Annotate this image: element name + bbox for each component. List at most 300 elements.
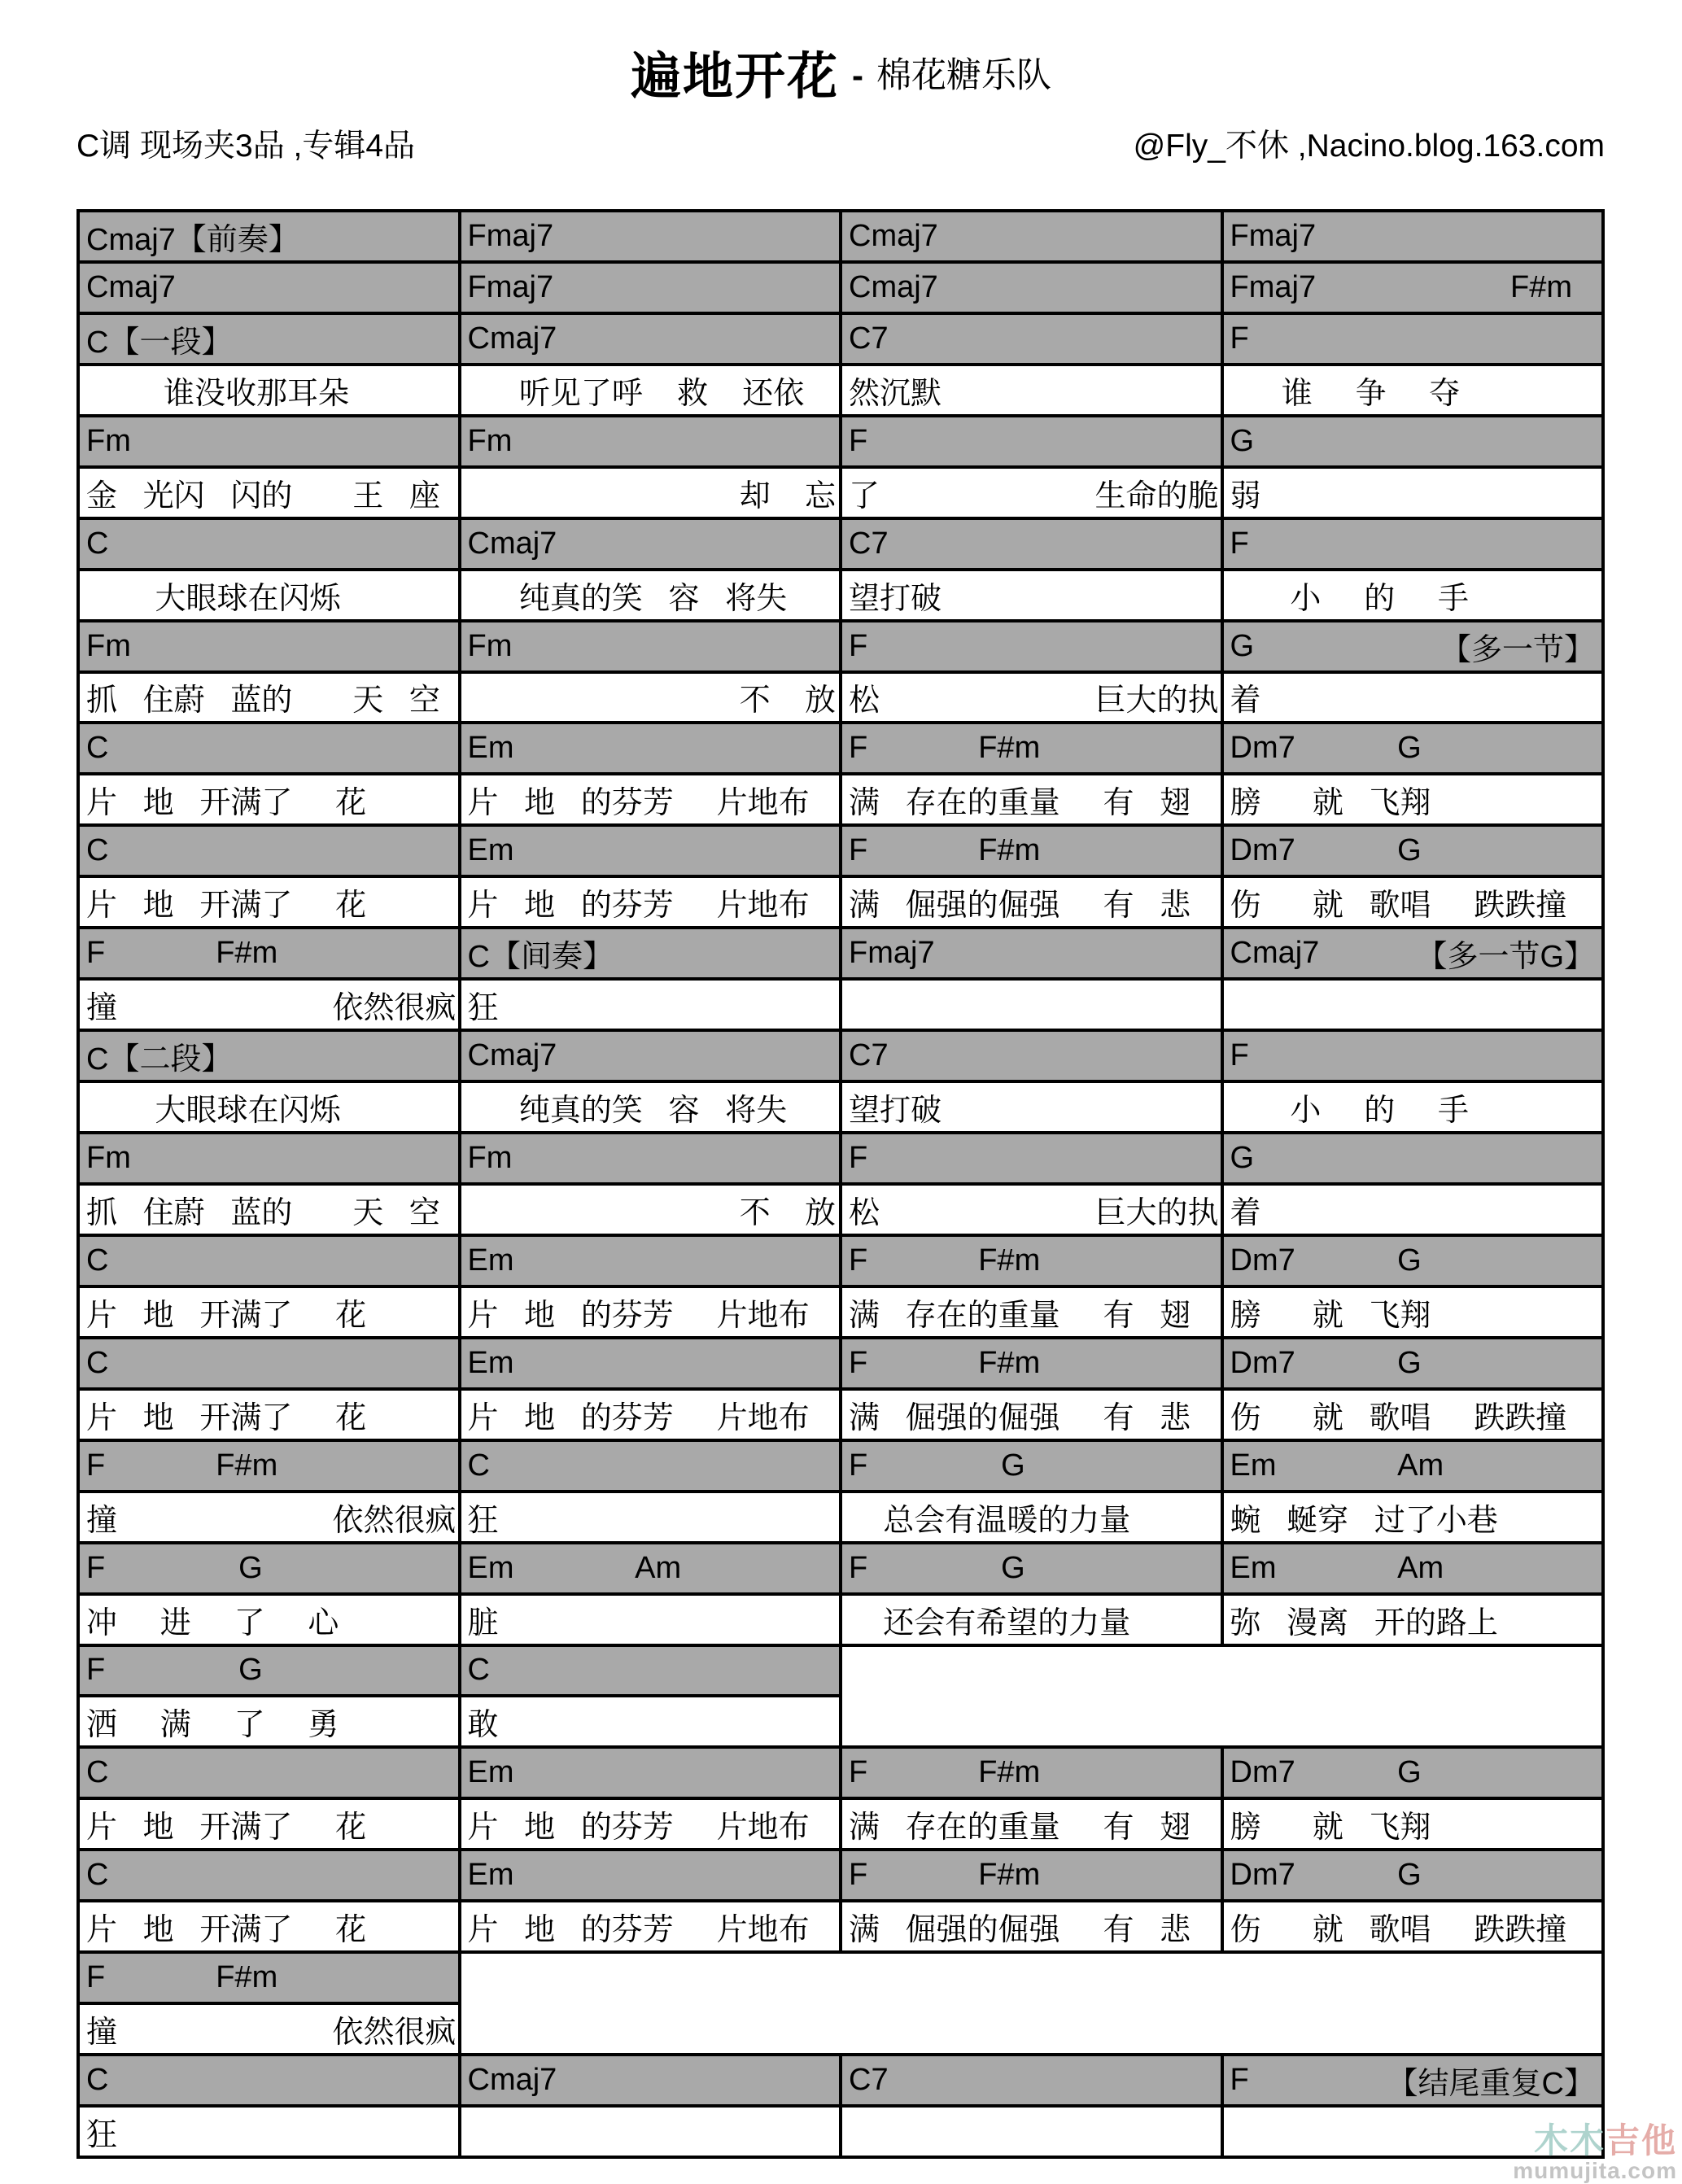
- lyric-text: 满 倔强的倔强 有 悲: [849, 1913, 1191, 1948]
- chord-cell: [460, 211, 841, 262]
- lyric-text: 望打破: [849, 581, 942, 616]
- lyric-text: 依然很疯: [332, 1503, 457, 1538]
- lyric-text: 谁没收那耳朵: [86, 376, 350, 411]
- lyric-cell: [841, 1389, 1222, 1440]
- chord-text: F#m: [978, 1345, 1041, 1380]
- lyric-cell: [78, 467, 460, 518]
- chord-text: F: [849, 1345, 868, 1380]
- chord-text: F#m: [978, 731, 1041, 766]
- chord-text: F: [849, 628, 868, 663]
- lyric-cell: [841, 1594, 1222, 1645]
- chord-cell: [78, 1850, 460, 1901]
- lyric-text: 抓 住蔚 蓝的 天 空: [86, 684, 440, 719]
- chord-text: F: [849, 1550, 868, 1585]
- chord-text: C【一段】: [86, 325, 233, 360]
- merged-empty-cell: [460, 1952, 1604, 2055]
- lyric-cell: [841, 774, 1222, 825]
- lyric-text: 总会有温暖的力量: [849, 1503, 1131, 1538]
- chord-text: G: [1230, 1141, 1255, 1176]
- lyric-cell: [1222, 876, 1604, 928]
- chord-text: C: [86, 1755, 109, 1790]
- lyric-text: 撞: [86, 991, 118, 1026]
- lyric-cell: [78, 774, 460, 825]
- chord-cell: [841, 1543, 1222, 1594]
- chord-text: G: [1397, 1243, 1422, 1278]
- chord-text: Cmaj7: [467, 321, 557, 356]
- chord-text: Cmaj7: [467, 2063, 557, 2098]
- lyric-cell: [460, 1696, 841, 1747]
- lyric-text: 膀 就 飞翔: [1230, 1811, 1431, 1845]
- lyric-cell: [460, 2106, 841, 2157]
- chord-text: F: [849, 1755, 868, 1790]
- merged-empty-cell: [841, 1645, 1603, 1748]
- chord-text: G: [1397, 731, 1422, 766]
- chord-text: F: [849, 1858, 868, 1893]
- lyric-cell: [841, 570, 1222, 621]
- chord-text: Cmaj7: [467, 1038, 557, 1073]
- chord-text: Em: [1230, 1448, 1277, 1483]
- lyric-cell: [78, 1184, 460, 1235]
- lyric-text: 生命的脆: [1094, 478, 1219, 513]
- chord-cell: [460, 1338, 841, 1389]
- lyric-text: 伤 就 歌唱 跌跌撞: [1230, 1913, 1567, 1948]
- lyric-text: 狂: [467, 991, 499, 1026]
- chord-annotation: 【多一节G】: [1416, 940, 1595, 975]
- lyric-text: 片 地 开满了 花: [86, 1913, 367, 1948]
- chord-text: Em: [467, 1858, 514, 1893]
- chord-cell: [1222, 1030, 1604, 1081]
- chord-cell: [1222, 313, 1604, 365]
- lyric-text: 片 地 开满了 花: [86, 1811, 367, 1845]
- lyric-text: 片 地 的芬芳 片地布: [467, 1400, 810, 1435]
- chord-cell: [1222, 262, 1604, 313]
- lyric-text: 片 地 的芬芳 片地布: [467, 786, 810, 821]
- chord-text: F: [1230, 1038, 1249, 1073]
- lyric-text: 弱: [1230, 478, 1261, 513]
- lyric-text: 还会有希望的力量: [849, 1605, 1131, 1640]
- lyric-text: 望打破: [849, 1094, 942, 1129]
- chord-text: F: [849, 833, 868, 868]
- chord-text: Em: [467, 731, 514, 766]
- chord-cell: [841, 262, 1222, 313]
- key-info: C调 现场夹3品 ,专辑4品: [76, 129, 416, 164]
- lyric-text: 片 地 开满了 花: [86, 889, 367, 924]
- chord-cell: [841, 1338, 1222, 1389]
- chord-text: Cmaj7: [849, 269, 938, 304]
- chord-cell: [1222, 518, 1604, 570]
- lyric-text: 纯真的笑 容 将失: [467, 1094, 788, 1129]
- lyric-cell: [78, 1696, 460, 1747]
- lyric-text: 敢: [467, 1708, 499, 1743]
- lyric-cell: [460, 876, 841, 928]
- chord-cell: [78, 313, 460, 365]
- chord-text: C【间奏】: [467, 940, 614, 975]
- lyric-cell: [78, 1901, 460, 1952]
- lyric-text: 着: [1230, 684, 1261, 719]
- lyric-cell: [841, 467, 1222, 518]
- chord-text: C: [86, 2063, 109, 2098]
- chord-cell: [78, 416, 460, 467]
- lyric-cell: [1222, 1389, 1604, 1440]
- chord-text: F#m: [216, 936, 278, 971]
- lyric-text: 片 地 开满了 花: [86, 786, 367, 821]
- chord-cell: [1222, 416, 1604, 467]
- watermark-brand-part1: 木木: [1533, 2121, 1606, 2160]
- chord-cell: [841, 1133, 1222, 1184]
- chord-text: Am: [1397, 1448, 1444, 1483]
- chord-text: C7: [849, 321, 889, 356]
- lyric-text: 伤 就 歌唱 跌跌撞: [1230, 1400, 1567, 1435]
- lyric-text: 蜿 蜒穿 过了小巷: [1230, 1503, 1498, 1538]
- chord-text: Dm7: [1230, 1243, 1295, 1278]
- chord-text: Cmaj7: [467, 526, 557, 561]
- chord-text: Fm: [86, 628, 131, 663]
- lyric-cell: [78, 1389, 460, 1440]
- lyric-text: 撞: [86, 2016, 118, 2051]
- chord-cell: [841, 313, 1222, 365]
- lyric-cell: [78, 570, 460, 621]
- chord-text: F: [1230, 526, 1249, 561]
- chord-text: F: [86, 1550, 106, 1585]
- lyric-text: 伤 就 歌唱 跌跌撞: [1230, 889, 1567, 924]
- chord-text: F: [86, 1653, 106, 1688]
- chord-text: Fm: [86, 1141, 131, 1176]
- lyric-cell: [841, 1184, 1222, 1235]
- chord-text: Em: [467, 1550, 514, 1585]
- lyric-cell: [841, 672, 1222, 723]
- lyric-text: 不 放: [739, 684, 836, 719]
- lyric-cell: [78, 2106, 460, 2157]
- chord-text: Em: [467, 833, 514, 868]
- chord-text: F: [1230, 321, 1249, 356]
- chord-cell: [78, 1235, 460, 1286]
- chord-cell: [78, 518, 460, 570]
- chord-cell: [460, 262, 841, 313]
- chord-text: C: [86, 1858, 109, 1893]
- chord-cell: [460, 1747, 841, 1798]
- lyric-cell: [460, 1389, 841, 1440]
- chord-cell: [78, 2055, 460, 2106]
- chord-cell: [841, 416, 1222, 467]
- lyric-cell: [1222, 774, 1604, 825]
- chord-text: G: [1397, 1858, 1422, 1893]
- chord-cell: [841, 518, 1222, 570]
- chord-cell: [841, 1747, 1222, 1798]
- lyric-cell: [1222, 672, 1604, 723]
- lyric-cell: [841, 876, 1222, 928]
- lyric-cell: [78, 1492, 460, 1543]
- lyric-cell: [78, 979, 460, 1030]
- lyric-cell: [460, 365, 841, 416]
- chord-cell: [460, 518, 841, 570]
- chord-text: F: [849, 1141, 868, 1176]
- lyric-cell: [460, 1901, 841, 1952]
- chord-cell: [78, 928, 460, 979]
- chord-cell: [78, 825, 460, 876]
- chord-cell: [78, 1952, 460, 2003]
- chord-text: Em: [467, 1755, 514, 1790]
- chord-text: Fmaj7: [1230, 218, 1317, 253]
- lyric-text: 巨大的执: [1094, 684, 1219, 719]
- chord-text: Cmaj7: [849, 218, 938, 253]
- chord-text: Fmaj7: [849, 936, 935, 971]
- chord-cell: [1222, 928, 1604, 979]
- lyric-text: 大眼球在闪烁: [86, 581, 341, 616]
- watermark: [1513, 2121, 1677, 2183]
- chord-text: Cmaj7: [86, 269, 176, 304]
- chord-text: C7: [849, 526, 889, 561]
- chord-cell: [460, 1440, 841, 1492]
- lyric-text: 依然很疯: [332, 991, 457, 1026]
- lyric-cell: [1222, 365, 1604, 416]
- lyric-text: 满 存在的重量 有 翅: [849, 786, 1191, 821]
- lyric-cell: [460, 467, 841, 518]
- lyric-cell: [1222, 1594, 1604, 1645]
- lyric-text: 松: [849, 1195, 880, 1230]
- lyric-cell: [1222, 570, 1604, 621]
- chord-cell: [78, 1645, 460, 1697]
- chord-cell: [1222, 1850, 1604, 1901]
- lyric-text: 巨大的执: [1094, 1195, 1219, 1230]
- chord-cell: [460, 1850, 841, 1901]
- lyric-text: 依然很疯: [332, 2016, 457, 2051]
- chord-cell: [841, 1235, 1222, 1286]
- chord-text: F: [86, 1448, 106, 1483]
- chord-cell: [460, 1133, 841, 1184]
- chord-cell: [78, 723, 460, 774]
- chord-cell: [78, 1030, 460, 1081]
- lyric-cell: [841, 1286, 1222, 1338]
- chord-annotation: 【结尾重复C】: [1387, 2067, 1595, 2102]
- chord-text: Fm: [467, 628, 513, 663]
- chord-cell: [1222, 723, 1604, 774]
- lyric-text: 然沉默: [849, 376, 942, 411]
- chord-cell: [1222, 2055, 1604, 2106]
- lyric-cell: [460, 672, 841, 723]
- chord-text: F#m: [978, 1755, 1041, 1790]
- watermark-site: mumujita.com: [1513, 2158, 1677, 2183]
- chord-cell: [460, 1030, 841, 1081]
- lyric-cell: [460, 774, 841, 825]
- chord-text: F: [849, 423, 868, 458]
- lyric-text: 膀 就 飞翔: [1230, 1298, 1431, 1333]
- chord-text: Fm: [86, 423, 131, 458]
- lyric-text: 听见了呼 救 还依: [467, 376, 805, 411]
- lyric-text: 片 地 开满了 花: [86, 1400, 367, 1435]
- chord-cell: [460, 2055, 841, 2106]
- chord-cell: [1222, 1543, 1604, 1594]
- chord-text: Dm7: [1230, 1755, 1295, 1790]
- chord-cell: [1222, 621, 1604, 672]
- lyric-cell: [460, 1798, 841, 1850]
- chord-cell: [841, 1850, 1222, 1901]
- chord-cell: [841, 2055, 1222, 2106]
- chord-cell: [78, 1440, 460, 1492]
- lyric-text: 大眼球在闪烁: [86, 1094, 341, 1129]
- chord-text: C: [86, 1243, 109, 1278]
- chord-text: Fmaj7: [467, 218, 554, 253]
- lyric-text: 狂: [86, 2118, 118, 2153]
- title-separator: -: [852, 56, 863, 94]
- chord-cell: [841, 211, 1222, 262]
- chord-cell: [841, 1440, 1222, 1492]
- chord-text: G: [1230, 628, 1255, 663]
- chord-text: F: [849, 731, 868, 766]
- chord-text: G: [1397, 833, 1422, 868]
- chord-cell: [78, 1338, 460, 1389]
- lyric-text: 纯真的笑 容 将失: [467, 581, 788, 616]
- chord-text: G: [1001, 1550, 1025, 1585]
- lyric-text: 抓 住蔚 蓝的 天 空: [86, 1195, 440, 1230]
- lyric-cell: [78, 1081, 460, 1133]
- lyric-text: 满 存在的重量 有 翅: [849, 1811, 1191, 1845]
- chord-text: C: [86, 526, 109, 561]
- chord-cell: [78, 1133, 460, 1184]
- watermark-brand: [1513, 2121, 1677, 2160]
- chord-text: Em: [1230, 1550, 1277, 1585]
- lyric-text: 小 的 手: [1230, 581, 1469, 616]
- chord-cell: [460, 313, 841, 365]
- lyric-text: 不 放: [739, 1195, 836, 1230]
- chord-cell: [460, 1543, 841, 1594]
- lyric-cell: [1222, 979, 1604, 1030]
- chord-cell: [460, 1235, 841, 1286]
- chord-text: F: [1230, 2063, 1249, 2098]
- chord-text: C: [467, 1653, 490, 1688]
- chord-cell: [1222, 1440, 1604, 1492]
- chord-sheet-table: [76, 209, 1605, 2159]
- lyric-cell: [1222, 1184, 1604, 1235]
- lyric-text: 冲 进 了 心: [86, 1605, 339, 1640]
- chord-cell: [78, 1747, 460, 1798]
- chord-text: F#m: [216, 1960, 278, 1995]
- chord-text: Cmaj7: [1230, 936, 1320, 971]
- lyric-cell: [841, 1901, 1222, 1952]
- lyric-cell: [460, 979, 841, 1030]
- chord-text: Dm7: [1230, 833, 1295, 868]
- chord-cell: [460, 621, 841, 672]
- lyric-cell: [1222, 467, 1604, 518]
- lyric-text: 金 光闪 闪的 王 座: [86, 478, 440, 513]
- lyric-cell: [78, 2003, 460, 2055]
- chord-cell: [1222, 825, 1604, 876]
- lyric-text: 片 地 的芬芳 片地布: [467, 1811, 810, 1845]
- chord-text: Fm: [467, 423, 513, 458]
- chord-text: Dm7: [1230, 1345, 1295, 1380]
- lyric-cell: [1222, 1081, 1604, 1133]
- lyric-cell: [78, 1286, 460, 1338]
- lyric-cell: [841, 1081, 1222, 1133]
- chord-cell: [460, 723, 841, 774]
- chord-text: Fmaj7: [1230, 269, 1317, 304]
- chord-annotation: F#m: [1510, 269, 1572, 304]
- chord-annotation: 【多一节】: [1440, 632, 1595, 667]
- chord-text: Dm7: [1230, 731, 1295, 766]
- chord-cell: [841, 1030, 1222, 1081]
- lyric-text: 满 倔强的倔强 有 悲: [849, 889, 1191, 924]
- lyric-cell: [78, 1798, 460, 1850]
- chord-text: G: [1397, 1755, 1422, 1790]
- lyric-text: 洒 满 了 勇: [86, 1708, 339, 1743]
- chord-text: C7: [849, 2063, 889, 2098]
- lyric-text: 狂: [467, 1503, 499, 1538]
- lyric-cell: [460, 1492, 841, 1543]
- chord-text: F#m: [978, 1858, 1041, 1893]
- lyric-text: 满 倔强的倔强 有 悲: [849, 1400, 1191, 1435]
- lyric-text: 片 地 开满了 花: [86, 1298, 367, 1333]
- chord-text: G: [1001, 1448, 1025, 1483]
- chord-cell: [78, 1543, 460, 1594]
- chord-text: C: [86, 1345, 109, 1380]
- lyric-cell: [460, 570, 841, 621]
- lyric-cell: [78, 365, 460, 416]
- chord-cell: [841, 621, 1222, 672]
- chord-text: F#m: [978, 833, 1041, 868]
- lyric-text: 脏: [467, 1605, 499, 1640]
- chord-text: Cmaj7【前奏】: [86, 222, 299, 257]
- lyric-cell: [460, 1594, 841, 1645]
- lyric-text: 满 存在的重量 有 翅: [849, 1298, 1191, 1333]
- artist-name: 棉花糖乐队: [876, 56, 1051, 95]
- chord-cell: [1222, 211, 1604, 262]
- chord-cell: [78, 262, 460, 313]
- chord-text: F: [849, 1243, 868, 1278]
- chord-text: G: [1397, 1345, 1422, 1380]
- chord-cell: [78, 621, 460, 672]
- chord-text: F#m: [978, 1243, 1041, 1278]
- chord-text: C: [86, 833, 109, 868]
- chord-cell: [841, 825, 1222, 876]
- lyric-cell: [841, 1492, 1222, 1543]
- chord-cell: [460, 416, 841, 467]
- credit-text: @Fly_不休 ,Nacino.blog.163.com: [1133, 129, 1605, 164]
- chord-text: C【二段】: [86, 1042, 233, 1077]
- lyric-text: 膀 就 飞翔: [1230, 786, 1431, 821]
- lyric-cell: [460, 1286, 841, 1338]
- lyric-cell: [841, 979, 1222, 1030]
- chord-text: C: [86, 731, 109, 766]
- chord-text: G: [238, 1550, 263, 1585]
- sub-header: [76, 120, 1605, 166]
- chord-cell: [1222, 1338, 1604, 1389]
- chord-text: Am: [635, 1550, 682, 1585]
- lyric-text: 谁 争 夺: [1230, 376, 1461, 411]
- chord-cell: [460, 825, 841, 876]
- lyric-cell: [460, 1081, 841, 1133]
- page-title-line: [0, 36, 1682, 108]
- chord-cell: [1222, 1133, 1604, 1184]
- lyric-cell: [1222, 1901, 1604, 1952]
- chord-text: G: [238, 1653, 263, 1688]
- chord-cell: [1222, 1235, 1604, 1286]
- chord-text: Em: [467, 1243, 514, 1278]
- chord-text: G: [1230, 423, 1255, 458]
- chord-text: F#m: [216, 1448, 278, 1483]
- chord-text: C7: [849, 1038, 889, 1073]
- lyric-cell: [1222, 1286, 1604, 1338]
- lyric-cell: [841, 365, 1222, 416]
- chord-cell: [460, 928, 841, 979]
- chord-text: Fm: [467, 1141, 513, 1176]
- chord-cell: [78, 211, 460, 262]
- chord-text: F: [849, 1448, 868, 1483]
- chord-text: F: [86, 1960, 106, 1995]
- lyric-text: 撞: [86, 1503, 118, 1538]
- lyric-cell: [841, 2106, 1222, 2157]
- chord-text: C: [467, 1448, 490, 1483]
- lyric-text: 小 的 手: [1230, 1094, 1469, 1129]
- lyric-text: 弥 漫离 开的路上: [1230, 1605, 1498, 1640]
